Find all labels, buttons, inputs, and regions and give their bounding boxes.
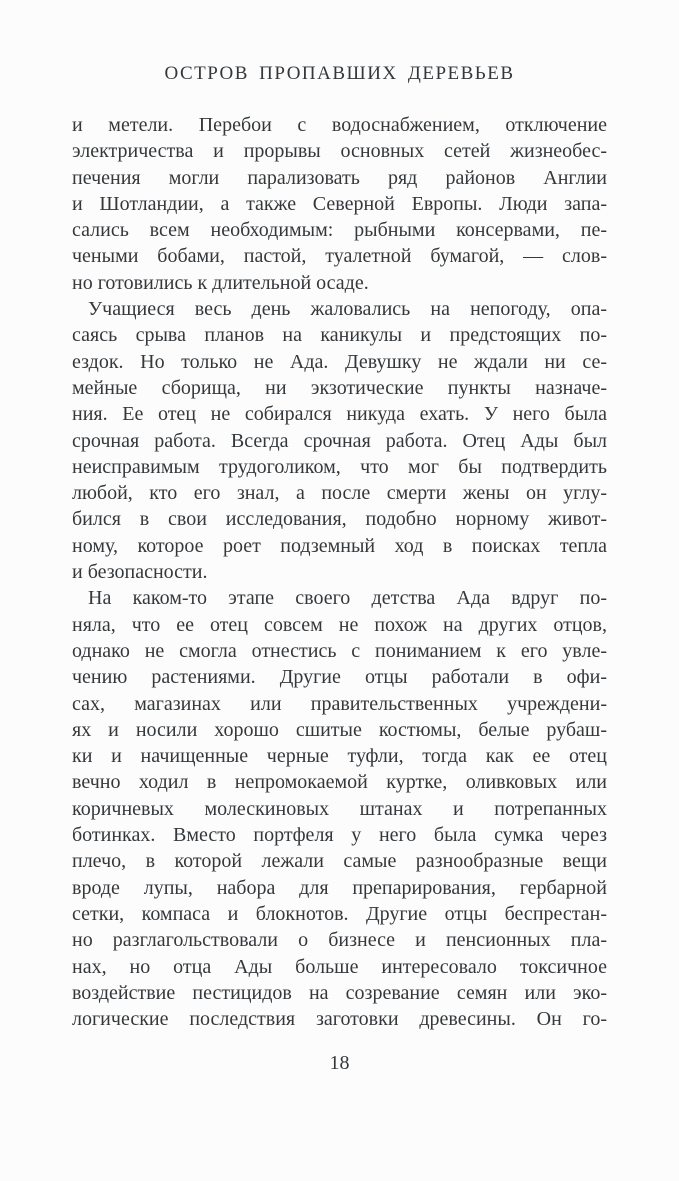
text-line: логические последствия заготовки древесины. Он го- xyxy=(72,1008,607,1031)
text-line: печения могли парализовать ряд районов Англии xyxy=(72,166,607,189)
text-line: саясь срыва планов на каникулы и предстоящих по- xyxy=(72,324,607,347)
text-line: срочная работа. Всегда срочная работа. Отец Ады был xyxy=(72,429,607,452)
text-line: но разглагольствовали о бизнесе и пенсионных пла- xyxy=(72,929,607,952)
text-line: мейные сборища, ни экзотические пункты назначе- xyxy=(72,376,607,399)
text-line: чеными бобами, пастой, туалетной бумагой, — слов- xyxy=(72,245,607,268)
text-line: коричневых молескиновых штанах и потрепанных xyxy=(72,797,607,820)
text-line: ях и носили хорошо сшитые костюмы, белые рубаш- xyxy=(72,718,607,741)
text-line: и Шотландии, а также Северной Европы. Люди запа- xyxy=(72,192,607,215)
running-head: ОСТРОВ ПРОПАВШИХ ДЕРЕВЬЕВ xyxy=(164,63,515,84)
text-line: электричества и прорывы основных сетей жизнеобес- xyxy=(72,140,607,163)
text-line: нах, но отца Ады больше интересовало токсичное xyxy=(72,955,607,978)
text-line: любой, кто его знал, а после смерти жены он углу- xyxy=(72,482,607,505)
text-line: но готовились к длительной осаде. xyxy=(72,271,369,294)
text-line: однако не смогла отнестись с пониманием к его увле- xyxy=(72,639,607,662)
text-line: сались всем необходимым: рыбными консервами, пе- xyxy=(72,219,607,242)
text-line: бился в свои исследования, подобно норному живот- xyxy=(72,508,607,531)
text-line: сах, магазинах или правительственных учреждени- xyxy=(72,692,607,715)
text-line: На каком-то этапе своего детства Ада вдруг по- xyxy=(88,587,607,610)
text-line: ному, которое роет подземный ход в поисках тепла xyxy=(72,534,607,557)
text-line: ботинках. Вместо портфеля у него была сумка через xyxy=(72,824,607,847)
text-line: неисправимым трудоголиком, что мог бы подтвердить xyxy=(72,455,607,478)
text-line: няла, что ее отец совсем не похож на других отцов, xyxy=(72,613,607,636)
text-line: сетки, компаса и блокнотов. Другие отцы беспрестан- xyxy=(72,902,607,925)
text-line: и метели. Перебои с водоснабжением, отключение xyxy=(72,114,607,136)
body-text xyxy=(72,112,607,1032)
text-line: Учащиеся весь день жаловались на непогоду, опа- xyxy=(88,298,607,321)
text-line: ездок. Но только не Ада. Девушку не ждали ни се- xyxy=(72,350,607,373)
text-line: ния. Ее отец не собирался никуда ехать. У него была xyxy=(72,403,607,426)
text-line: плечо, в которой лежали самые разнообразные вещи xyxy=(72,850,607,873)
text-line: вроде лупы, набора для препарирования, гербарной xyxy=(72,876,607,899)
text-line: вечно ходил в непромокаемой куртке, оливковых или xyxy=(72,771,607,794)
text-line: и безопасности. xyxy=(72,561,208,584)
text-line: чению растениями. Другие отцы работали в офи- xyxy=(72,666,607,689)
page-number: 18 xyxy=(329,1052,350,1074)
text-line: ки и начищенные черные туфли, тогда как ее отец xyxy=(72,745,607,768)
text-line: воздействие пестицидов на созревание семян или эко- xyxy=(72,981,607,1004)
